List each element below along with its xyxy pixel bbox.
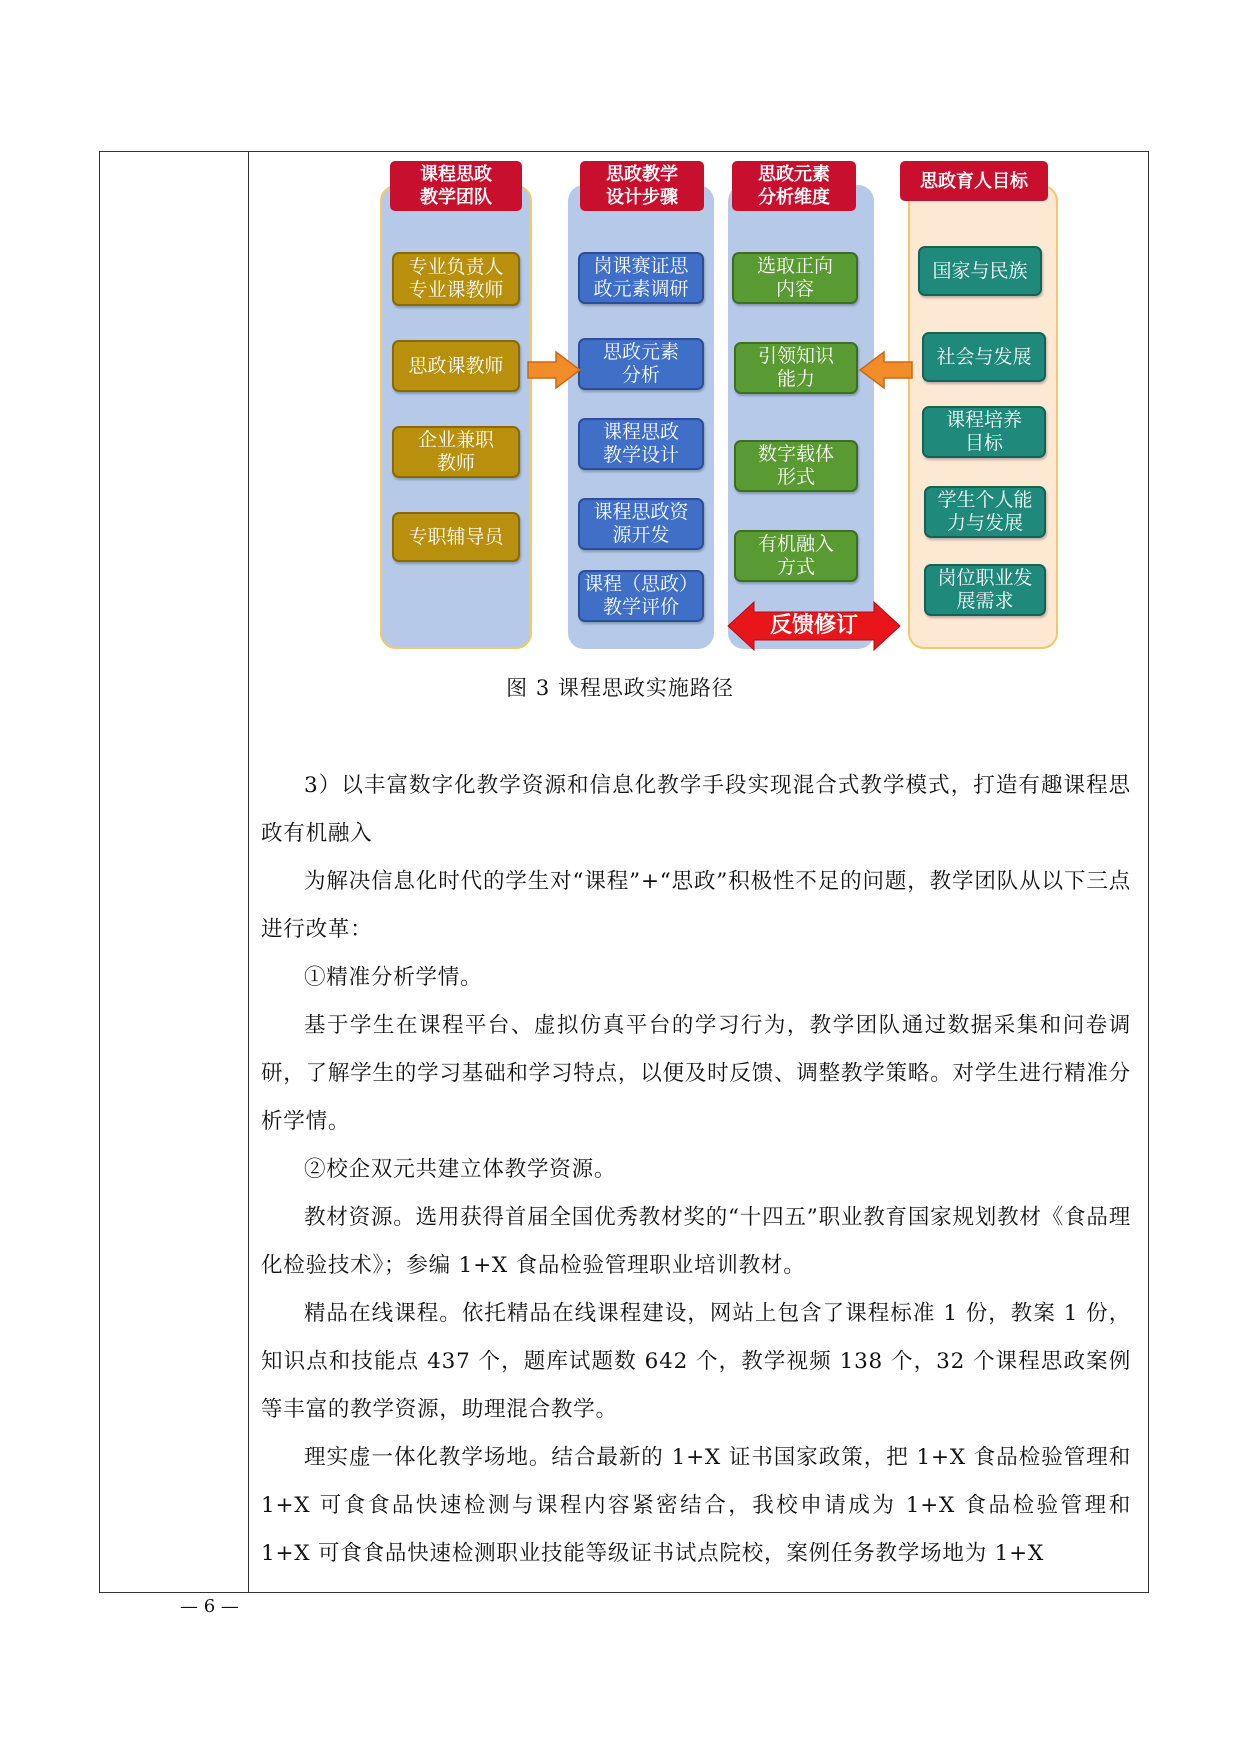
feedback-label: 反馈修订: [769, 613, 858, 638]
arrow-left-icon: [858, 350, 914, 390]
page-number: — 6 —: [180, 1596, 239, 1617]
step-box: 思政元素 分析: [578, 338, 704, 390]
dimension-box: 有机融入 方式: [734, 530, 858, 582]
step-box: 课程思政 教学设计: [578, 418, 704, 470]
paragraph: 为解决信息化时代的学生对“课程”+“思政”积极性不足的问题，教学团队从以下三点进行改革：: [261, 869, 1131, 942]
team-box: 思政课教师: [392, 340, 520, 392]
dimension-box: 引领知识 能力: [734, 342, 858, 394]
goal-box: 岗位职业发 展需求: [924, 564, 1046, 616]
dimension-box: 数字载体 形式: [734, 440, 858, 492]
arrow-right-icon: [526, 350, 582, 390]
step-box: 课程思政资 源开发: [578, 498, 704, 550]
table-column-divider: [248, 151, 249, 1593]
header-goals: 思政育人目标: [900, 161, 1048, 201]
goal-box: 社会与发展: [922, 332, 1046, 382]
goal-box: 学生个人能 力与发展: [924, 486, 1046, 538]
team-box: 专职辅导员: [392, 512, 520, 562]
paragraph: ②校企双元共建立体教学资源。: [304, 1157, 617, 1182]
header-dimensions: 思政元素 分析维度: [732, 161, 856, 211]
header-steps: 思政教学 设计步骤: [580, 161, 704, 211]
team-box: 专业负责人 专业课教师: [392, 252, 520, 306]
paragraph: 精品在线课程。依托精品在线课程建设，网站上包含了课程标准 1 份，教案 1 份，知识点和技能点 437 个，题库试题数 642 个，教学视频 138 个，32 个课程思政案例等丰富的教学资源，助理混合教学。: [261, 1301, 1131, 1422]
goal-box: 课程培养 目标: [922, 406, 1046, 458]
paragraph: 3）以丰富数字化教学资源和信息化教学手段实现混合式教学模式，打造有趣课程思政有机融入: [261, 773, 1131, 846]
paragraph: 基于学生在课程平台、虚拟仿真平台的学习行为，教学团队通过数据采集和问卷调研，了解学生的学习基础和学习特点，以便及时反馈、调整教学策略。对学生进行精准分析学情。: [261, 1013, 1131, 1134]
header-team: 课程思政 教学团队: [390, 161, 522, 211]
step-box: 课程（思政） 教学评价: [578, 570, 704, 622]
dimension-box: 选取正向 内容: [732, 252, 858, 304]
paragraph: 教材资源。选用获得首届全国优秀教材奖的“十四五”职业教育国家规划教材《食品理化检验技术》；参编 1+X 食品检验管理职业培训教材。: [261, 1205, 1131, 1278]
paragraph: ①精准分析学情。: [304, 965, 483, 990]
goal-box: 国家与民族: [918, 246, 1042, 296]
step-box: 岗课赛证思 政元素调研: [578, 252, 704, 304]
figure-caption: 图 3 课程思政实施路径: [506, 676, 734, 700]
paragraph: 理实虚一体化教学场地。结合最新的 1+X 证书国家政策，把 1+X 食品检验管理和 1+X 可食食品快速检测与课程内容紧密结合，我校申请成为 1+X 食品检验管理和 1+X 可食食品快速检测职业技能等级证书试点院校，案例任务教学场地为 1+X: [261, 1445, 1131, 1566]
team-box: 企业兼职 教师: [392, 426, 520, 478]
